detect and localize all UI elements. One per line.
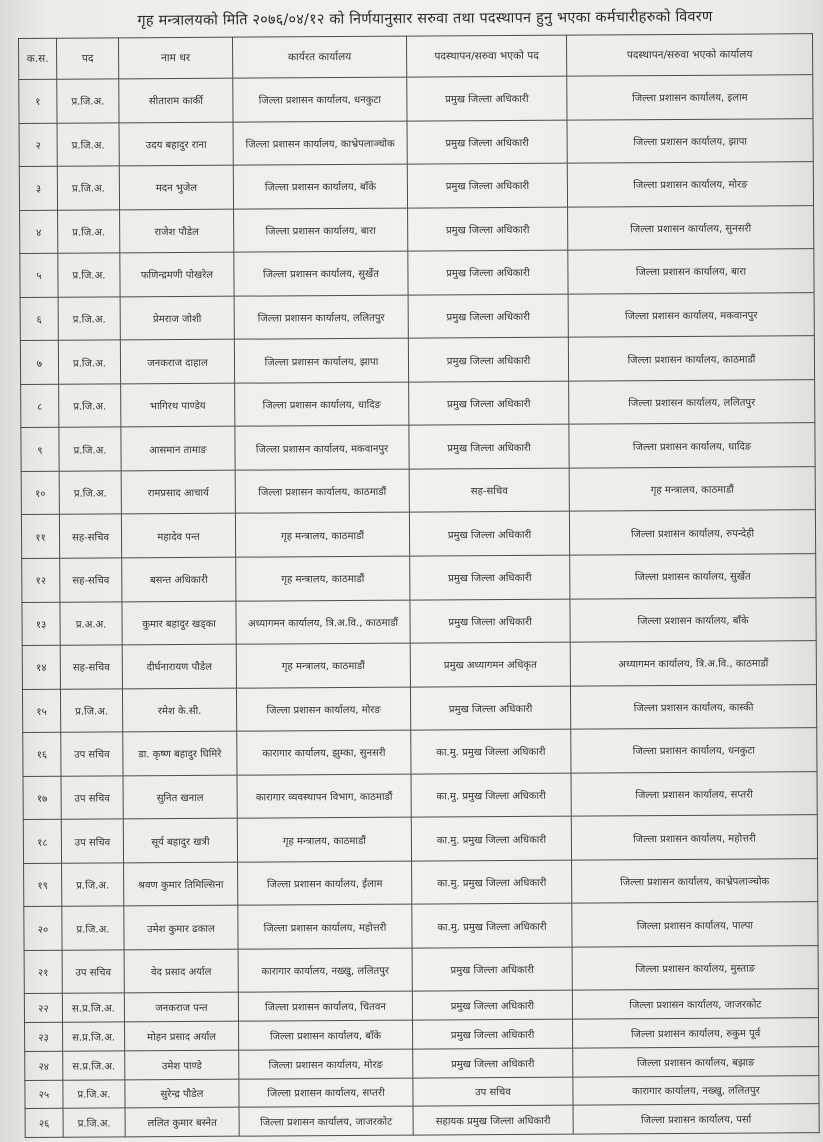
new-post-cell: का.मु. प्रमुख जिल्ला अधिकारी bbox=[412, 904, 572, 949]
serial-cell: २५ bbox=[25, 1080, 63, 1109]
post-cell: स.प्र.जि.अ. bbox=[62, 993, 124, 1022]
new-post-cell: प्रमुख अध्यागमन अधिकृत bbox=[410, 642, 570, 687]
name-cell: फणिन्द्रमणी पोखरेल bbox=[120, 252, 234, 296]
post-cell: उप सचिव bbox=[61, 732, 123, 776]
new-post-cell: प्रमुख जिल्ला अधिकारी bbox=[413, 1019, 573, 1049]
serial-cell: २३ bbox=[25, 1022, 63, 1051]
document-title: गृह मन्त्रालयको मिति २०७६/०४/१२ को निर्णयानुसार सरुवा तथा पदस्थापन हुनु भएका कर्मचारीहरुको विवरण bbox=[137, 8, 713, 30]
serial-cell: ११ bbox=[21, 515, 59, 559]
table-row bbox=[22, 554, 816, 602]
serial-cell: ४ bbox=[20, 210, 58, 254]
new-post-cell: प्रमुख जिल्ला अधिकारी bbox=[409, 425, 569, 470]
post-cell: प्र.जि.अ. bbox=[59, 471, 121, 515]
table-row bbox=[22, 641, 816, 689]
table-row bbox=[24, 858, 818, 906]
current-office-cell: जिल्ला प्रशासन कार्यालय, चितवन bbox=[238, 992, 412, 1022]
name-cell: प्रेमराज जोशी bbox=[120, 296, 234, 340]
current-office-cell: जिल्ला प्रशासन कार्यालय, सप्तरी bbox=[239, 1078, 413, 1108]
new-office-cell: जिल्ला प्रशासन कार्यालय, मकवानपुर bbox=[568, 292, 814, 337]
column-header-name: नाम थर bbox=[119, 37, 233, 79]
column-header-new-post: पदस्थापन/सरुवा भएको पद bbox=[406, 35, 566, 77]
serial-cell: ७ bbox=[20, 341, 58, 385]
post-cell: प्र.जि.अ. bbox=[57, 166, 119, 210]
post-cell: प्र.जि.अ. bbox=[58, 297, 120, 341]
table-body bbox=[19, 75, 819, 1138]
current-office-cell: जिल्ला प्रशासन कार्यालय, जाजरकोट bbox=[239, 1106, 413, 1136]
serial-cell: १२ bbox=[22, 558, 60, 602]
current-office-cell: जिल्ला प्रशासन कार्यालय, काठमाडौं bbox=[235, 469, 409, 514]
new-office-cell: जिल्ला प्रशासन कार्यालय, सुर्खेत bbox=[570, 554, 816, 599]
name-cell: रामप्रसाद आचार्य bbox=[121, 470, 235, 514]
serial-cell: २४ bbox=[25, 1051, 63, 1080]
serial-cell: ९ bbox=[21, 428, 59, 472]
new-office-cell: जिल्ला प्रशासन कार्यालय, रुकुम पूर्व bbox=[573, 1018, 819, 1048]
post-cell: उप सचिव bbox=[61, 819, 123, 863]
post-cell: प्र.जि.अ. bbox=[62, 906, 124, 950]
new-office-cell: जिल्ला प्रशासन कार्यालय, ललितपुर bbox=[569, 379, 815, 424]
new-office-cell: जिल्ला प्रशासन कार्यालय, धादिङ bbox=[569, 423, 815, 468]
new-office-cell: जिल्ला प्रशासन कार्यालय, मोरङ bbox=[567, 162, 813, 207]
serial-cell: १ bbox=[19, 79, 57, 123]
serial-cell: २६ bbox=[25, 1108, 63, 1137]
new-office-cell: जिल्ला प्रशासन कार्यालय, बारा bbox=[568, 249, 814, 294]
new-office-cell: जिल्ला प्रशासन कार्यालय, पाल्पा bbox=[572, 902, 818, 947]
post-cell: सह-सचिव bbox=[60, 558, 122, 602]
new-office-cell: जिल्ला प्रशासन कार्यालय, सप्तरी bbox=[571, 771, 817, 816]
new-post-cell: प्रमुख जिल्ला अधिकारी bbox=[412, 947, 572, 992]
new-post-cell: प्रमुख जिल्ला अधिकारी bbox=[407, 163, 567, 208]
name-cell: मदन भुजेल bbox=[119, 165, 233, 209]
post-cell: उप सचिव bbox=[61, 776, 123, 820]
post-cell: स.प्र.जि.अ. bbox=[63, 1051, 125, 1080]
post-cell: प्र.जि.अ. bbox=[63, 1108, 125, 1137]
serial-cell: १३ bbox=[22, 602, 60, 646]
post-cell: प्र.जि.अ. bbox=[58, 253, 120, 297]
new-post-cell: का.मु. प्रमुख जिल्ला अधिकारी bbox=[411, 816, 571, 861]
post-cell: स.प्र.जि.अ. bbox=[63, 1022, 125, 1051]
current-office-cell: जिल्ला प्रशासन कार्यालय, मकवानपुर bbox=[235, 425, 409, 470]
new-office-cell: जिल्ला प्रशासन कार्यालय, जाजरकोट bbox=[572, 989, 818, 1019]
serial-cell: १७ bbox=[23, 776, 61, 820]
new-office-cell: जिल्ला प्रशासन कार्यालय, धनकुटा bbox=[571, 728, 817, 773]
new-office-cell: जिल्ला प्रशासन कार्यालय, काभ्रेपलाञ्चोक bbox=[572, 858, 818, 903]
name-cell: सुनित खनाल bbox=[123, 775, 237, 819]
table-row bbox=[19, 75, 813, 123]
serial-cell: १८ bbox=[23, 820, 61, 864]
current-office-cell: अध्यागमन कार्यालय, त्रि.अ.वि., काठमाडौं bbox=[236, 600, 410, 645]
table-row bbox=[23, 728, 817, 776]
new-office-cell: गृह मन्त्रालय, काठमाडौं bbox=[569, 467, 815, 512]
name-cell: कुमार बहादुर खड्का bbox=[122, 601, 236, 645]
serial-cell: १० bbox=[21, 471, 59, 515]
table-row bbox=[24, 902, 818, 950]
table-row bbox=[21, 423, 815, 471]
post-cell: प्र.जि.अ. bbox=[58, 340, 120, 384]
name-cell: डा. कृष्ण बहादुर घिमिरे bbox=[123, 731, 237, 775]
table-row bbox=[23, 771, 817, 819]
new-office-cell: जिल्ला प्रशासन कार्यालय, बझाङ bbox=[573, 1046, 819, 1076]
new-office-cell: जिल्ला प्रशासन कार्यालय, रुपन्देही bbox=[569, 510, 815, 555]
current-office-cell: जिल्ला प्रशासन कार्यालय, मोरङ bbox=[236, 687, 410, 732]
new-post-cell: प्रमुख जिल्ला अधिकारी bbox=[408, 207, 568, 252]
name-cell: ललित कुमार बस्नेत bbox=[125, 1107, 239, 1137]
table-row bbox=[22, 597, 816, 645]
new-post-cell: सहायक प्रमुख जिल्ला अधिकारी bbox=[413, 1105, 573, 1135]
new-post-cell: प्रमुख जिल्ला अधिकारी bbox=[409, 381, 569, 426]
new-post-cell: प्रमुख जिल्ला अधिकारी bbox=[407, 120, 567, 165]
new-post-cell: का.मु. प्रमुख जिल्ला अधिकारी bbox=[411, 729, 571, 774]
new-post-cell: प्रमुख जिल्ला अधिकारी bbox=[408, 337, 568, 382]
new-office-cell: जिल्ला प्रशासन कार्यालय, पर्सा bbox=[573, 1104, 819, 1134]
table-row bbox=[21, 467, 815, 515]
serial-cell: २२ bbox=[24, 994, 62, 1023]
serial-cell: ८ bbox=[21, 384, 59, 428]
name-cell: दीर्घनारायण पौडेल bbox=[122, 644, 236, 688]
new-post-cell: प्रमुख जिल्ला अधिकारी bbox=[410, 686, 570, 731]
name-cell: भागिरथ पाण्डेय bbox=[121, 383, 235, 427]
table-row bbox=[19, 162, 813, 210]
new-post-cell: प्रमुख जिल्ला अधिकारी bbox=[409, 512, 569, 557]
post-cell: सह-सचिव bbox=[59, 514, 121, 558]
post-cell: उप सचिव bbox=[62, 950, 124, 994]
new-office-cell: जिल्ला प्रशासन कार्यालय, इलाम bbox=[567, 75, 813, 120]
new-office-cell: जिल्ला प्रशासन कार्यालय, झापा bbox=[567, 118, 813, 163]
new-office-cell: जिल्ला प्रशासन कार्यालय, मुस्ताङ bbox=[572, 946, 818, 991]
name-cell: महादेव पन्त bbox=[121, 514, 235, 558]
name-cell: उमेश कुमार ढकाल bbox=[124, 906, 238, 950]
new-post-cell: प्रमुख जिल्ला अधिकारी bbox=[407, 76, 567, 121]
table-row bbox=[20, 292, 814, 340]
serial-cell: २० bbox=[24, 907, 62, 951]
current-office-cell: गृह मन्त्रालय, काठमाडौं bbox=[237, 817, 411, 862]
post-cell: प्र.जि.अ. bbox=[62, 863, 124, 907]
serial-cell: ३ bbox=[19, 166, 57, 210]
table-row bbox=[22, 684, 816, 732]
current-office-cell: जिल्ला प्रशासन कार्यालय, काभ्रेपलाञ्चोक bbox=[233, 121, 407, 166]
name-cell: मोहन प्रसाद अर्याल bbox=[125, 1021, 239, 1050]
new-post-cell: प्रमुख जिल्ला अधिकारी bbox=[408, 250, 568, 295]
table-row bbox=[24, 946, 818, 994]
new-office-cell: जिल्ला प्रशासन कार्यालय, सुनसरी bbox=[568, 205, 814, 250]
name-cell: उदय बहादुर राना bbox=[119, 122, 233, 166]
new-post-cell: प्रमुख जिल्ला अधिकारी bbox=[410, 555, 570, 600]
column-header-serial: क.स. bbox=[19, 38, 57, 79]
new-post-cell: प्रमुख जिल्ला अधिकारी bbox=[410, 599, 570, 644]
post-cell: प्र.जि.अ. bbox=[59, 384, 121, 428]
current-office-cell: जिल्ला प्रशासन कार्यालय, महोत्तरी bbox=[238, 905, 412, 950]
name-cell: जनकराज दाहाल bbox=[120, 339, 234, 383]
table-row bbox=[19, 118, 813, 166]
new-post-cell: का.मु. प्रमुख जिल्ला अधिकारी bbox=[412, 860, 572, 905]
name-cell: सीताराम कार्की bbox=[119, 78, 233, 122]
table-row bbox=[20, 249, 814, 297]
post-cell: प्र.जि.अ. bbox=[57, 79, 119, 123]
new-office-cell: जिल्ला प्रशासन कार्यालय, महोत्तरी bbox=[571, 815, 817, 860]
current-office-cell: जिल्ला प्रशासन कार्यालय, सुर्खेत bbox=[234, 251, 408, 296]
serial-cell: १५ bbox=[22, 689, 60, 733]
table-row bbox=[23, 815, 817, 863]
current-office-cell: कारागार कार्यालय, झुम्का, सुनसरी bbox=[237, 730, 411, 775]
current-office-cell: कारागार व्यवस्थापन विभाग, काठमाडौं bbox=[237, 774, 411, 819]
post-cell: प्र.अ.अ. bbox=[60, 601, 122, 645]
new-post-cell: सह-सचिव bbox=[409, 468, 569, 513]
current-office-cell: जिल्ला प्रशासन कार्यालय, बाँके bbox=[233, 164, 407, 209]
serial-cell: ५ bbox=[20, 253, 58, 297]
name-cell: वेद प्रसाद अर्याल bbox=[124, 949, 238, 993]
name-cell: रमेश के.सी. bbox=[122, 688, 236, 732]
name-cell: बसन्त अधिकारी bbox=[122, 557, 236, 601]
serial-cell: १९ bbox=[24, 863, 62, 907]
new-office-cell: जिल्ला प्रशासन कार्यालय, कास्की bbox=[570, 684, 816, 729]
current-office-cell: जिल्ला प्रशासन कार्यालय, ललितपुर bbox=[234, 295, 408, 340]
table-row bbox=[25, 1104, 819, 1138]
name-cell: जनकराज पन्त bbox=[124, 993, 238, 1022]
current-office-cell: जिल्ला प्रशासन कार्यालय, धनकुटा bbox=[233, 77, 407, 122]
table-row bbox=[20, 336, 814, 384]
new-office-cell: कारागार कार्यालय, नख्खु, ललितपुर bbox=[573, 1075, 819, 1105]
name-cell: उमेश पाण्डे bbox=[125, 1050, 239, 1079]
table-row bbox=[20, 205, 814, 253]
current-office-cell: जिल्ला प्रशासन कार्यालय, मोरङ bbox=[239, 1049, 413, 1079]
current-office-cell: गृह मन्त्रालय, काठमाडौं bbox=[235, 513, 409, 558]
post-cell: प्र.जि.अ. bbox=[59, 427, 121, 471]
post-cell: प्र.जि.अ. bbox=[57, 122, 119, 166]
new-post-cell: प्रमुख जिल्ला अधिकारी bbox=[413, 1048, 573, 1078]
column-header-current-office: कार्यरत कार्यालय bbox=[232, 36, 406, 78]
current-office-cell: जिल्ला प्रशासन कार्यालय, बारा bbox=[234, 208, 408, 253]
current-office-cell: जिल्ला प्रशासन कार्यालय, बाँके bbox=[239, 1020, 413, 1050]
new-post-cell: का.मु. प्रमुख जिल्ला अधिकारी bbox=[411, 773, 571, 818]
name-cell: सुरेन्द्र पौडेल bbox=[125, 1079, 239, 1108]
new-post-cell: प्रमुख जिल्ला अधिकारी bbox=[408, 294, 568, 339]
current-office-cell: जिल्ला प्रशासन कार्यालय, झापा bbox=[234, 338, 408, 383]
serial-cell: २१ bbox=[24, 950, 62, 994]
table-row bbox=[21, 379, 815, 427]
name-cell: सूर्य बहादुर खत्री bbox=[123, 818, 237, 862]
new-post-cell: उप सचिव bbox=[413, 1077, 573, 1107]
column-header-post: पद bbox=[57, 38, 119, 79]
current-office-cell: जिल्ला प्रशासन कार्यालय, धादिङ bbox=[235, 382, 409, 427]
column-header-new-office: पदस्थापन/सरुवा भएको कार्यालय bbox=[566, 34, 812, 77]
table-row bbox=[21, 510, 815, 558]
current-office-cell: गृह मन्त्रालय, काठमाडौं bbox=[236, 556, 410, 601]
name-cell: राजेश पौडेल bbox=[120, 209, 234, 253]
post-cell: प्र.जि.अ. bbox=[60, 689, 122, 733]
serial-cell: २ bbox=[19, 123, 57, 167]
post-cell: सह-सचिव bbox=[60, 645, 122, 689]
table-header-row bbox=[19, 34, 813, 80]
serial-cell: १४ bbox=[22, 645, 60, 689]
post-cell: प्र.जि.अ. bbox=[63, 1079, 125, 1108]
current-office-cell: कारागार कार्यालय, नख्खु, ललितपुर bbox=[238, 948, 412, 993]
serial-cell: १६ bbox=[23, 732, 61, 776]
name-cell: आसमान तामाङ bbox=[121, 427, 235, 471]
new-office-cell: जिल्ला प्रशासन कार्यालय, काठमाडौं bbox=[568, 336, 814, 381]
post-cell: प्र.जि.अ. bbox=[58, 210, 120, 254]
current-office-cell: जिल्ला प्रशासन कार्यालय, ईलाम bbox=[238, 861, 412, 906]
current-office-cell: गृह मन्त्रालय, काठमाडौं bbox=[236, 643, 410, 688]
serial-cell: ६ bbox=[20, 297, 58, 341]
new-office-cell: अध्यागमन कार्यालय, त्रि.अ.वि., काठमाडौं bbox=[570, 641, 816, 686]
new-post-cell: प्रमुख जिल्ला अधिकारी bbox=[412, 991, 572, 1021]
transfer-table bbox=[18, 33, 820, 1138]
name-cell: श्रवण कुमार तिमिल्सिना bbox=[124, 862, 238, 906]
new-office-cell: जिल्ला प्रशासन कार्यालय, बाँके bbox=[570, 597, 816, 642]
